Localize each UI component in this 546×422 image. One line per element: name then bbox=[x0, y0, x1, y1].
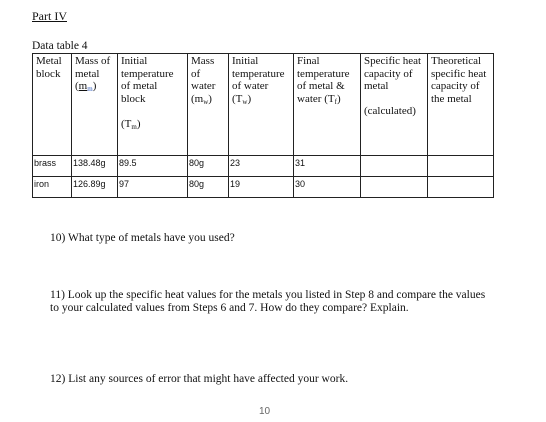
question-number: 10) bbox=[50, 232, 66, 244]
table-row bbox=[33, 177, 494, 198]
question-10 bbox=[50, 232, 490, 245]
data-table bbox=[32, 53, 494, 198]
header-theoretical-specific-heat: Theoretical specific heat capacity of the metal bbox=[428, 54, 494, 156]
cell-initial-temp-metal: 89.5 bbox=[118, 156, 188, 177]
question-number: 12) bbox=[50, 373, 66, 385]
cell-initial-temp-water: 19 bbox=[229, 177, 294, 198]
cell-mass-metal: 126.89g bbox=[72, 177, 118, 198]
cell-mass-metal: 138.48g bbox=[72, 156, 118, 177]
cell-theoretical bbox=[428, 156, 494, 177]
cell-final-temp: 31 bbox=[294, 156, 361, 177]
cell-metal: brass bbox=[33, 156, 72, 177]
question-12 bbox=[50, 373, 490, 386]
table-caption: Data table 4 bbox=[32, 40, 88, 52]
header-initial-temp-metal: Initial temperature of metal block (Tm) bbox=[118, 54, 188, 156]
header-metal-block: Metal block bbox=[33, 54, 72, 156]
cell-theoretical bbox=[428, 177, 494, 198]
question-text: List any sources of error that might have affected your work. bbox=[68, 373, 349, 385]
header-initial-temp-water: Initial temperature of water (Tw) bbox=[229, 54, 294, 156]
header-specific-heat: Specific heat capacity of metal (calculated) bbox=[361, 54, 428, 156]
cell-mass-water: 80g bbox=[188, 177, 229, 198]
part-title: Part IV bbox=[32, 9, 67, 23]
question-text: What type of metals have you used? bbox=[68, 232, 235, 244]
header-final-temp: Final temperature of metal & water (Tf) bbox=[294, 54, 361, 156]
header-mass-metal: Mass of metal (mm) bbox=[72, 54, 118, 156]
question-11 bbox=[50, 289, 490, 315]
cell-specific-heat bbox=[361, 156, 428, 177]
cell-mass-water: 80g bbox=[188, 156, 229, 177]
cell-final-temp: 30 bbox=[294, 177, 361, 198]
question-text: Look up the specific heat values for the metals you listed in Step 8 and compare the values to your calculated values from Steps 6 and 7. How do they compare? Explain. bbox=[50, 289, 486, 314]
table-row bbox=[33, 156, 494, 177]
cell-specific-heat bbox=[361, 177, 428, 198]
cell-initial-temp-metal: 97 bbox=[118, 177, 188, 198]
header-mass-water: Mass of water (mw) bbox=[188, 54, 229, 156]
question-number: 11) bbox=[50, 289, 65, 301]
page-number: 10 bbox=[259, 406, 271, 417]
cell-metal: iron bbox=[33, 177, 72, 198]
header-row bbox=[33, 54, 494, 156]
cell-initial-temp-water: 23 bbox=[229, 156, 294, 177]
